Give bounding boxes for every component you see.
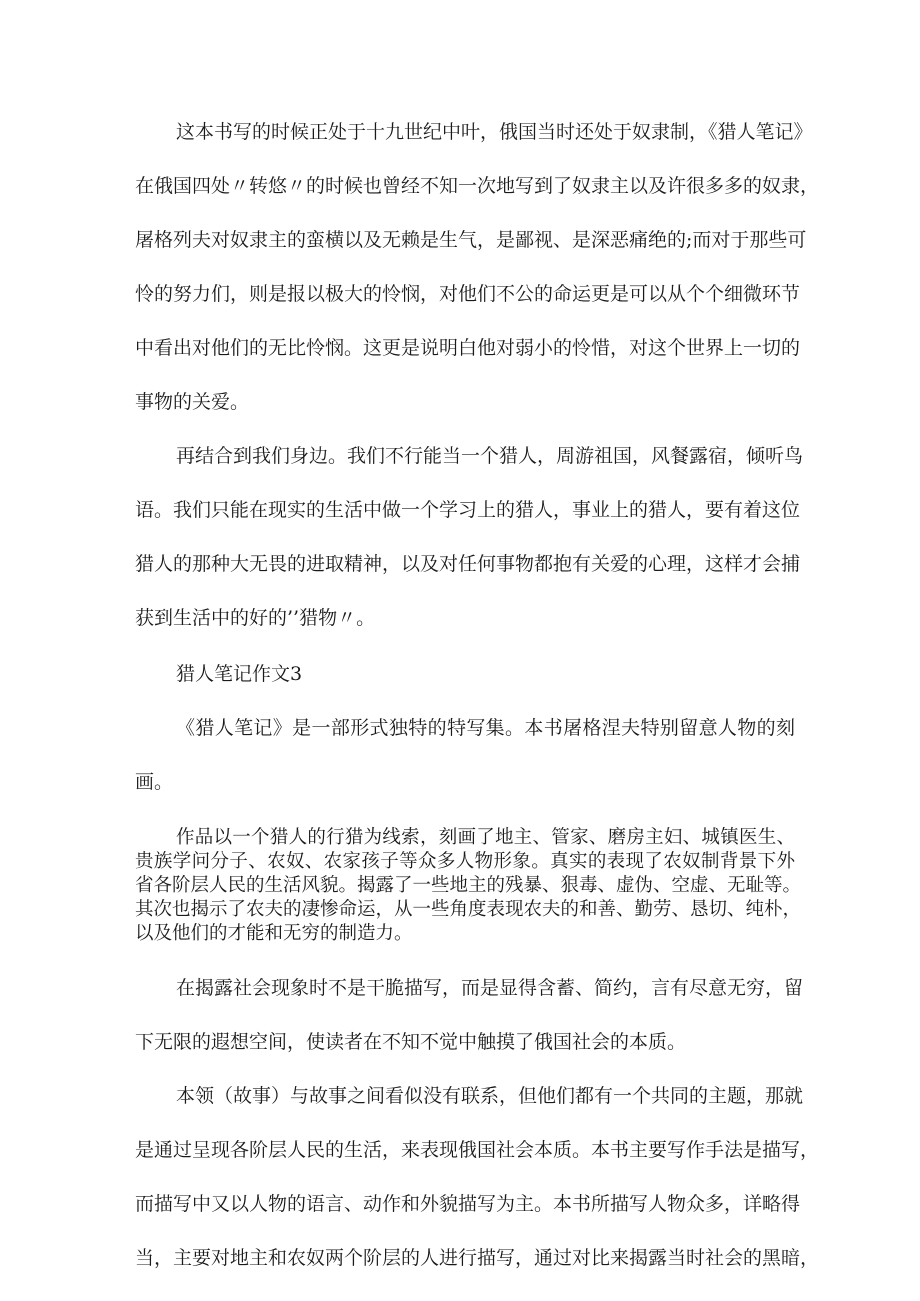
section-heading: 猎人笔记作文3 bbox=[176, 663, 303, 685]
paragraph-6-line-3: 而描写中又以人物的语言、动作和外貌描写为主。本书所描写人物众多，详略得 bbox=[135, 1193, 801, 1215]
paragraph-3-line-1: 《猎人笔记》是一部形式独特的特写集。本书屠格涅夫特别留意人物的刻 bbox=[176, 717, 795, 739]
paragraph-1-line-2: 在俄国四处〃转悠〃的时候也曾经不知一次地写到了奴隶主以及许很多多的奴隶， bbox=[135, 175, 820, 197]
paragraph-1-line-1: 这本书写的时候正处于十九世纪中叶，俄国当时还处于奴隶制，《猎人笔记》 bbox=[176, 121, 813, 143]
paragraph-1-line-4: 怜的努力们，则是报以极大的怜悯，对他们不公的命运更是可以从个个细微环节 bbox=[135, 283, 801, 305]
paragraph-4-line-2: 贵族学问分子、农奴、农家孩子等众多人物形象。真实的表现了农奴制背景下外 bbox=[135, 851, 795, 872]
paragraph-2-line-3: 猎人的那种大无畏的进取精神，以及对任何事物都抱有关爱的心理，这样才会捕 bbox=[135, 553, 801, 575]
paragraph-4-line-4: 其次也揭示了农夫的凄惨命运，从一些角度表现农夫的和善、勤劳、恳切、纯朴， bbox=[135, 899, 802, 920]
paragraph-1-line-3: 屠格列夫对奴隶主的蛮横以及无赖是生气，是鄙视、是深恶痛绝的;而对于那些可 bbox=[135, 229, 807, 251]
paragraph-5-line-2: 下无限的遐想空间，使读者在不知不觉中触摸了俄国社会的本质。 bbox=[135, 1031, 687, 1053]
paragraph-1-line-5: 中看出对他们的无比怜悯。这更是说明白他对弱小的怜惜，对这个世界上一切的 bbox=[135, 337, 801, 359]
paragraph-5-line-1: 在揭露社会现象时不是干脆描写，而是显得含蓄、简约，言有尽意无穷，留 bbox=[176, 977, 804, 999]
paragraph-4-line-3: 省各阶层人民的生活风貌。揭露了一些地主的残暴、狠毒、虚伪、空虚、无耻等。 bbox=[135, 875, 802, 896]
paragraph-4-line-1: 作品以一个猎人的行猎为线索，刻画了地主、管家、磨房主妇、城镇医生、 bbox=[176, 827, 795, 848]
paragraph-1-line-6: 事物的关爱。 bbox=[135, 391, 250, 413]
paragraph-4-line-5: 以及他们的才能和无穷的制造力。 bbox=[135, 923, 413, 944]
paragraph-2-line-4: 获到生活中的好的’’猎物〃。 bbox=[135, 607, 376, 629]
paragraph-2-line-1: 再结合到我们身边。我们不行能当一个猎人，周游祖国，风餐露宿，倾听鸟 bbox=[176, 445, 804, 467]
paragraph-6-line-4: 当，主要对地主和农奴两个阶层的人进行描写，通过对比来揭露当时社会的黑暗， bbox=[135, 1247, 820, 1269]
paragraph-6-line-1: 本领（故事）与故事之间看似没有联系，但他们都有一个共同的主题，那就 bbox=[176, 1085, 804, 1107]
paragraph-6-line-2: 是通过呈现各阶层人民的生活，来表现俄国社会本质。本书主要写作手法是描写， bbox=[135, 1139, 820, 1161]
paragraph-3-line-2: 画。 bbox=[135, 771, 174, 793]
paragraph-2-line-2: 语。我们只能在现实的生活中做一个学习上的猎人，事业上的猎人，要有着这位 bbox=[135, 499, 801, 521]
